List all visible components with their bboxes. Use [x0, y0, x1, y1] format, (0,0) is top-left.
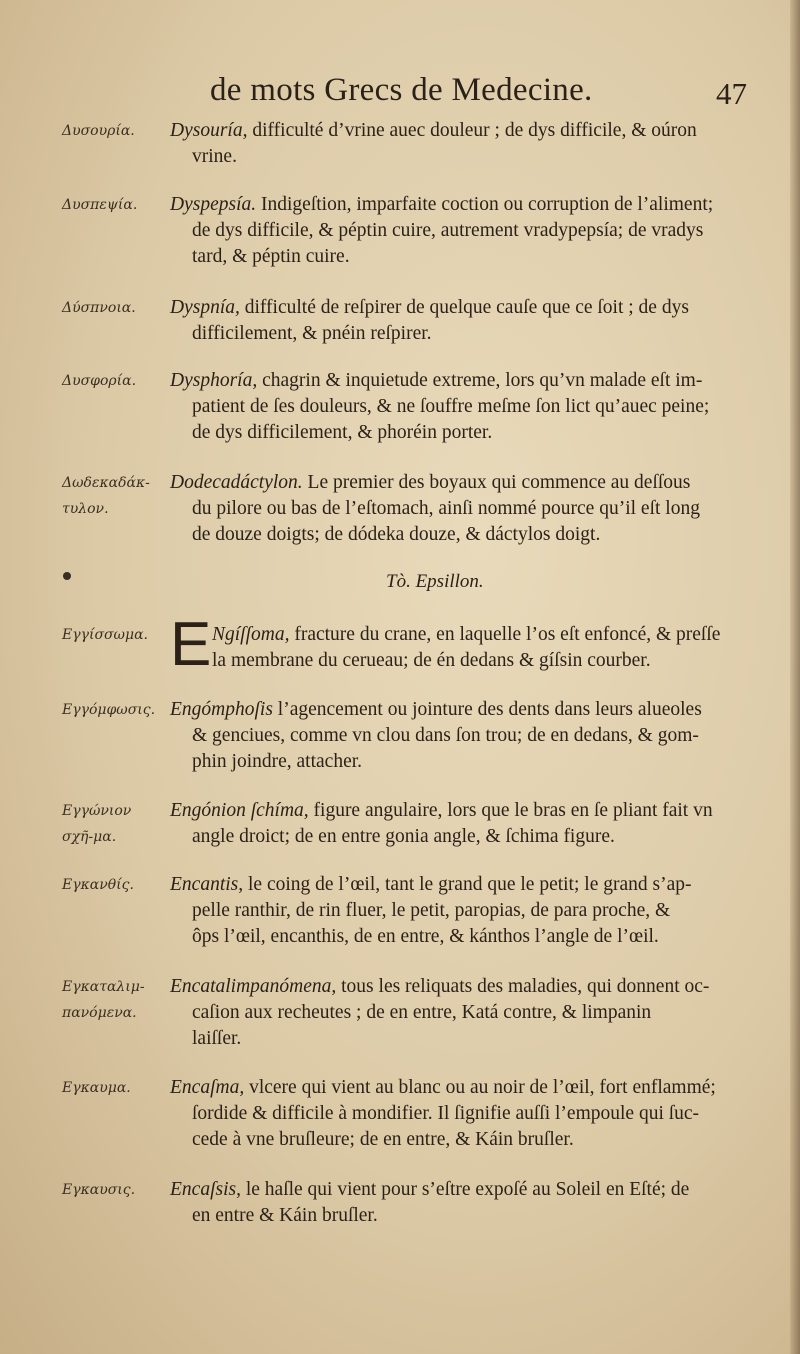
greek-headword: Εγκανθίς. [62, 877, 134, 893]
greek-headword: Εγγώνιον σχῆ-μα. [62, 803, 132, 845]
greek-headword: Δυσφορία. [62, 373, 137, 389]
entry-line: angle droict; de en entre gonia angle, & ſchima figure. [192, 826, 615, 847]
entry-line: figure angulaire, lors que le bras en ſe pliant fait vn [313, 800, 713, 821]
latin-headword: Ngíſſoma, [212, 624, 290, 645]
entry-line: Le premier des boyaux qui commence au deſſous [307, 472, 691, 493]
entry-text [170, 470, 760, 548]
entry-line: patient de ſes douleurs, & ne ſouffre meſme ſon lict qu’auec peine; [192, 396, 710, 417]
greek-headword: Δύσπνοια. [62, 300, 136, 316]
entry-text [170, 798, 760, 850]
greek-headword: Εγκαταλιμ-πανόμενα. [62, 979, 145, 1021]
page-header [0, 72, 800, 120]
drop-cap: E [170, 610, 212, 679]
latin-headword: Dyspepsía. [170, 194, 257, 215]
entry-line: difficulté de reſpirer de quelque cauſe que ce ſoit ; de dys [244, 297, 689, 318]
entry-line: ôps l’œil, encanthis, de en entre, & kánthos l’angle de l’œil. [192, 926, 659, 947]
section-heading: Tò. Epsillon. [386, 571, 484, 592]
entry-text [170, 974, 760, 1052]
entry-line: laiſſer. [192, 1028, 242, 1049]
entry-line: & genciues, comme vn clou dans ſon trou; de en dedans, & gom- [192, 725, 699, 746]
greek-headword: Εγγόμφωσις. [62, 702, 156, 718]
ink-blot [63, 572, 71, 580]
entry-line: Indigeſtion, imparfaite coction ou corruption de l’aliment; [261, 194, 714, 215]
latin-headword: Encaſma, [170, 1077, 245, 1098]
entry-line: de dys difficile, & péptin cuire, autrement vradypepsía; de vradys [192, 220, 704, 241]
greek-headword: Εγκαυμα. [62, 1080, 131, 1096]
greek-headword: Εγγίσσωμα. [62, 627, 148, 643]
latin-headword: Dysphoría, [170, 370, 258, 391]
greek-headword: Δυσουρία. [62, 123, 135, 139]
entry-line: tard, & péptin cuire. [192, 246, 350, 267]
entry-line: la membrane du cerueau; de én dedans & gíſsin courber. [212, 650, 651, 671]
greek-headword: Εγκαυσις. [62, 1182, 136, 1198]
entry-line: de dys difficilement, & phoréin porter. [192, 422, 493, 443]
entry-text [212, 622, 760, 674]
entry-line: l’agencement ou jointure des dents dans leurs alueoles [277, 699, 702, 720]
entry-line: de douze doigts; de dódeka douze, & dáctylos doigt. [192, 524, 601, 545]
entry-text [170, 192, 760, 270]
entry-line: difficilement, & pnéin reſpirer. [192, 323, 432, 344]
latin-headword: Encantis, [170, 874, 244, 895]
latin-headword: Dodecadáctylon. [170, 472, 303, 493]
latin-headword: Encatalimpanómena, [170, 976, 337, 997]
latin-headword: Engónion ſchíma, [170, 800, 309, 821]
entry-text [170, 872, 760, 950]
page-number: 47 [716, 76, 747, 111]
entry-line: fracture du crane, en laquelle l’os eſt enfoncé, & preſſe [294, 624, 721, 645]
entry-line: difficulté d’vrine auec douleur ; de dys difficile, & oúron [252, 120, 697, 141]
entry-line: le coing de l’œil, tant le grand que le petit; le grand s’ap- [248, 874, 692, 895]
entry-line: vrine. [192, 146, 237, 167]
entry-text [170, 368, 760, 446]
latin-headword: Engómphoſis [170, 699, 273, 720]
entry-text [170, 697, 760, 775]
entry-line: chagrin & inquietude extreme, lors qu’vn malade eſt im- [262, 370, 703, 391]
entry-line: tous les reliquats des maladies, qui donnent oc- [341, 976, 710, 997]
latin-headword: Dysouría, [170, 120, 248, 141]
page-edge-shadow [790, 0, 800, 1354]
entry-line: ſordide & difficile à mondifier. Il ſignifie auſſi l’empoule qui ſuc- [192, 1103, 700, 1124]
running-title: de mots Grecs de Medecine. [210, 72, 593, 108]
entry-line: caſion aux recheutes ; de en entre, Katá contre, & limpanin [192, 1002, 652, 1023]
entry-line: du pilore ou bas de l’eſtomach, ainſi nommé pource qu’il eſt long [192, 498, 700, 519]
entry-line: en entre & Káin bruſler. [192, 1205, 378, 1226]
entry-text [170, 118, 760, 170]
greek-headword: Δωδεκαδάκ-τυλον. [62, 475, 150, 517]
entry-text [170, 1177, 760, 1229]
latin-headword: Dyspnía, [170, 297, 240, 318]
entry-line: vlcere qui vient au blanc ou au noir de l’œil, fort enflammé; [249, 1077, 716, 1098]
entry-line: le haſle qui vient pour s’eſtre expoſé au Soleil en Eſté; de [245, 1179, 690, 1200]
latin-headword: Encaſsis, [170, 1179, 241, 1200]
entry-line: cede à vne bruſleure; de en entre, & Káin bruſler. [192, 1129, 574, 1150]
entry-line: pelle ranthir, de rin fluer, le petit, paropias, de para proche, & [192, 900, 671, 921]
entry-line: phin joindre, attacher. [192, 751, 363, 772]
greek-headword: Δυσπεψία. [62, 197, 138, 213]
entry-text [170, 295, 760, 347]
entry-text [170, 1075, 760, 1153]
